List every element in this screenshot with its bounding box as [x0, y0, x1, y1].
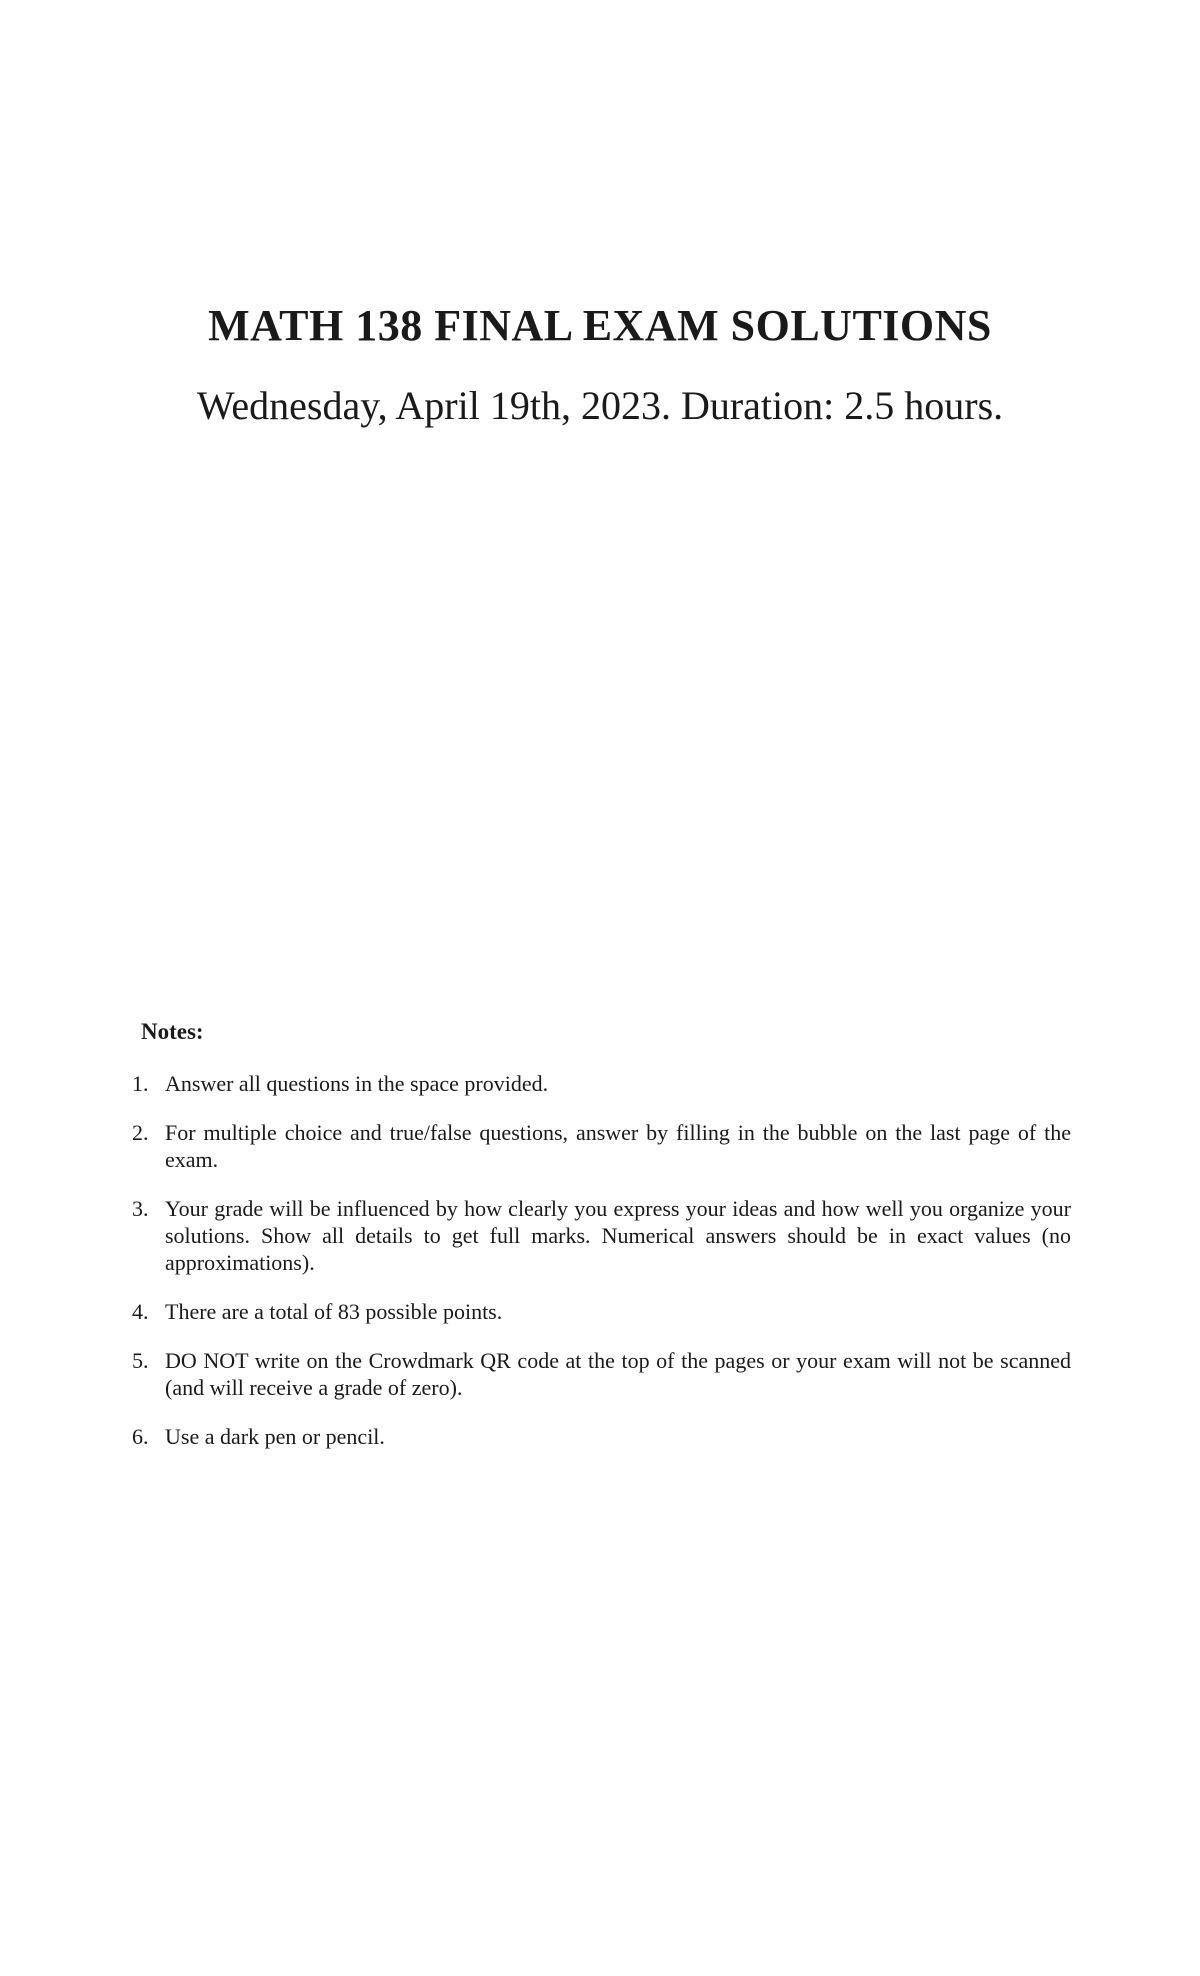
exam-date-duration: Wednesday, April 19th, 2023. Duration: 2.5 hours.: [196, 383, 1004, 428]
note-text: Answer all questions in the space provided.: [165, 1071, 549, 1096]
note-text: Your grade will be influenced by how clearly you express your ideas and how well you organize your solutions. Show all details to get full marks. Numerical answers should be in exact values (no approximations).: [165, 1196, 1071, 1275]
note-number: 1.: [132, 1071, 149, 1096]
note-item-3: [0, 1195, 1071, 1276]
note-number: 4.: [132, 1299, 149, 1324]
note-text: There are a total of 83 possible points.: [165, 1299, 503, 1324]
note-number: 5.: [132, 1348, 149, 1373]
note-item-2: [0, 1119, 1071, 1173]
note-text: For multiple choice and true/false questions, answer by filling in the bubble on the last page of the exam.: [165, 1120, 1071, 1172]
note-number: 2.: [132, 1120, 149, 1145]
note-item-1: [0, 1070, 1071, 1097]
note-item-4: [0, 1298, 1071, 1325]
note-text: DO NOT write on the Crowdmark QR code at the top of the pages or your exam will not be scanned (and will receive a grade of zero).: [165, 1348, 1071, 1400]
note-item-6: [0, 1423, 1071, 1450]
note-item-5: [0, 1347, 1071, 1401]
note-text: Use a dark pen or pencil.: [165, 1424, 385, 1449]
exam-title: MATH 138 FINAL EXAM SOLUTIONS: [208, 301, 992, 350]
notes-heading: Notes:: [141, 1019, 204, 1044]
notes-list: [0, 1070, 1200, 1472]
note-number: 3.: [132, 1196, 149, 1221]
note-number: 6.: [132, 1424, 149, 1449]
